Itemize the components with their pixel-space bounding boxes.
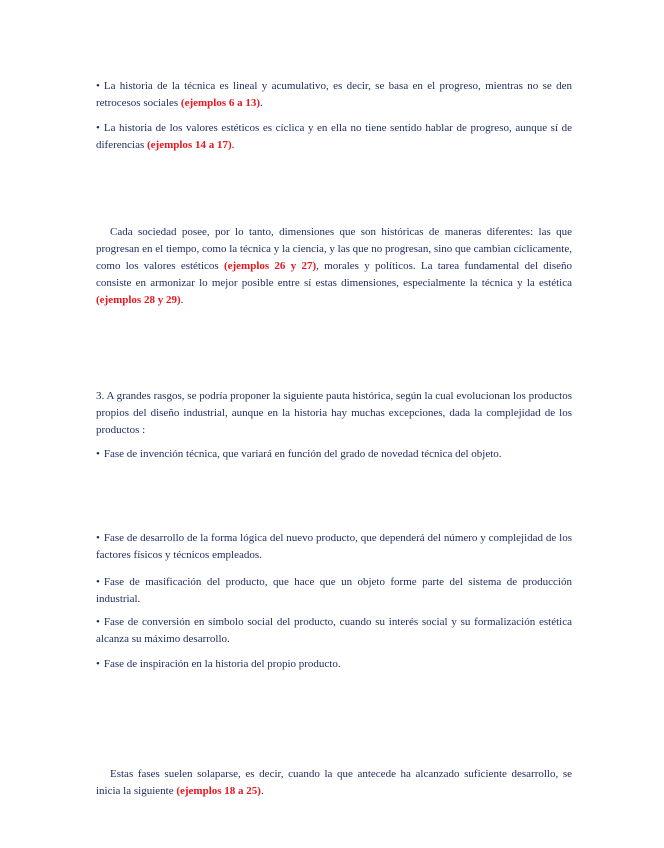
example-reference: (ejemplos 26 y 27) (223, 260, 317, 272)
paragraph-text: La historia de la técnica es lineal y acumulativo, es decir, se basa en el progreso, mientras no se den retrocesos sociales (96, 80, 572, 109)
example-reference: (ejemplos 14 a 17) (147, 139, 232, 151)
paragraph-tail: . (260, 97, 263, 109)
bullet-icon: • (96, 80, 100, 92)
bullet-icon: • (96, 576, 100, 588)
paragraph-text: Cada sociedad posee, por lo tanto, dimensiones que son históricas de maneras diferentes: las que progresan en el tiempo, como la técnica y la ciencia, y las que no progresan, sino que cambian cíclicamente, como los valores estéticos (96, 226, 572, 272)
bullet-phase-invention (96, 446, 572, 463)
bullet-icon: • (96, 616, 100, 628)
bullet-phase-development (96, 530, 572, 564)
bullet-phase-inspiration (96, 656, 572, 673)
bullet-phase-symbol (96, 614, 572, 648)
bullet-icon: • (96, 532, 100, 544)
paragraph-text-continued: , morales y políticos. La tarea fundamental del diseño consiste en armonizar lo mejor posible entre sí estas dimensiones, especialmente la técnica y la estética (96, 260, 573, 289)
society-dimensions-paragraph (96, 224, 572, 309)
bullet-technique-history (96, 78, 572, 112)
paragraph-tail: . (260, 785, 264, 797)
bullet-aesthetic-history (96, 120, 572, 154)
paragraph-text: 3. A grandes rasgos, se podría proponer la siguiente pauta histórica, según la cual evolucionan los productos propios del diseño industrial, aunque en la historia hay muchas excepciones, dada la complejidad de los productos : (96, 390, 572, 436)
example-reference: (ejemplos 6 a 13) (180, 97, 261, 109)
historical-pattern-paragraph (96, 388, 572, 439)
paragraph-tail: . (180, 294, 184, 306)
paragraph-text: Fase de conversión en símbolo social del producto, cuando su interés social y su formalización estética alcanza su máximo desarrollo. (96, 616, 572, 645)
bullet-icon: • (96, 448, 100, 460)
paragraph-text: Fase de masificación del producto, que hace que un objeto forme parte del sistema de producción industrial. (96, 576, 572, 605)
paragraph-text: Fase de invención técnica, que variará en función del grado de novedad técnica del objeto. (103, 448, 502, 460)
paragraph-text: Estas fases suelen solaparse, es decir, cuando la que antecede ha alcanzado suficiente desarrollo, se inicia la siguiente (96, 768, 572, 797)
paragraph-text: Fase de inspiración en la historia del propio producto. (103, 658, 341, 670)
example-reference: (ejemplos 18 a 25) (176, 785, 261, 797)
paragraph-text: Fase de desarrollo de la forma lógica del nuevo producto, que dependerá del número y complejidad de los factores físicos y técnicos empleados. (96, 532, 572, 561)
phases-overlap-paragraph (96, 766, 572, 800)
example-reference: (ejemplos 28 y 29) (96, 294, 181, 306)
bullet-phase-massification (96, 574, 572, 608)
paragraph-tail: . (231, 139, 235, 151)
bullet-icon: • (96, 122, 100, 134)
paragraph-text: La historia de los valores estéticos es cíclica y en ella no tiene sentido hablar de progreso, aunque sí de diferencias (96, 122, 572, 151)
bullet-icon: • (96, 658, 100, 670)
